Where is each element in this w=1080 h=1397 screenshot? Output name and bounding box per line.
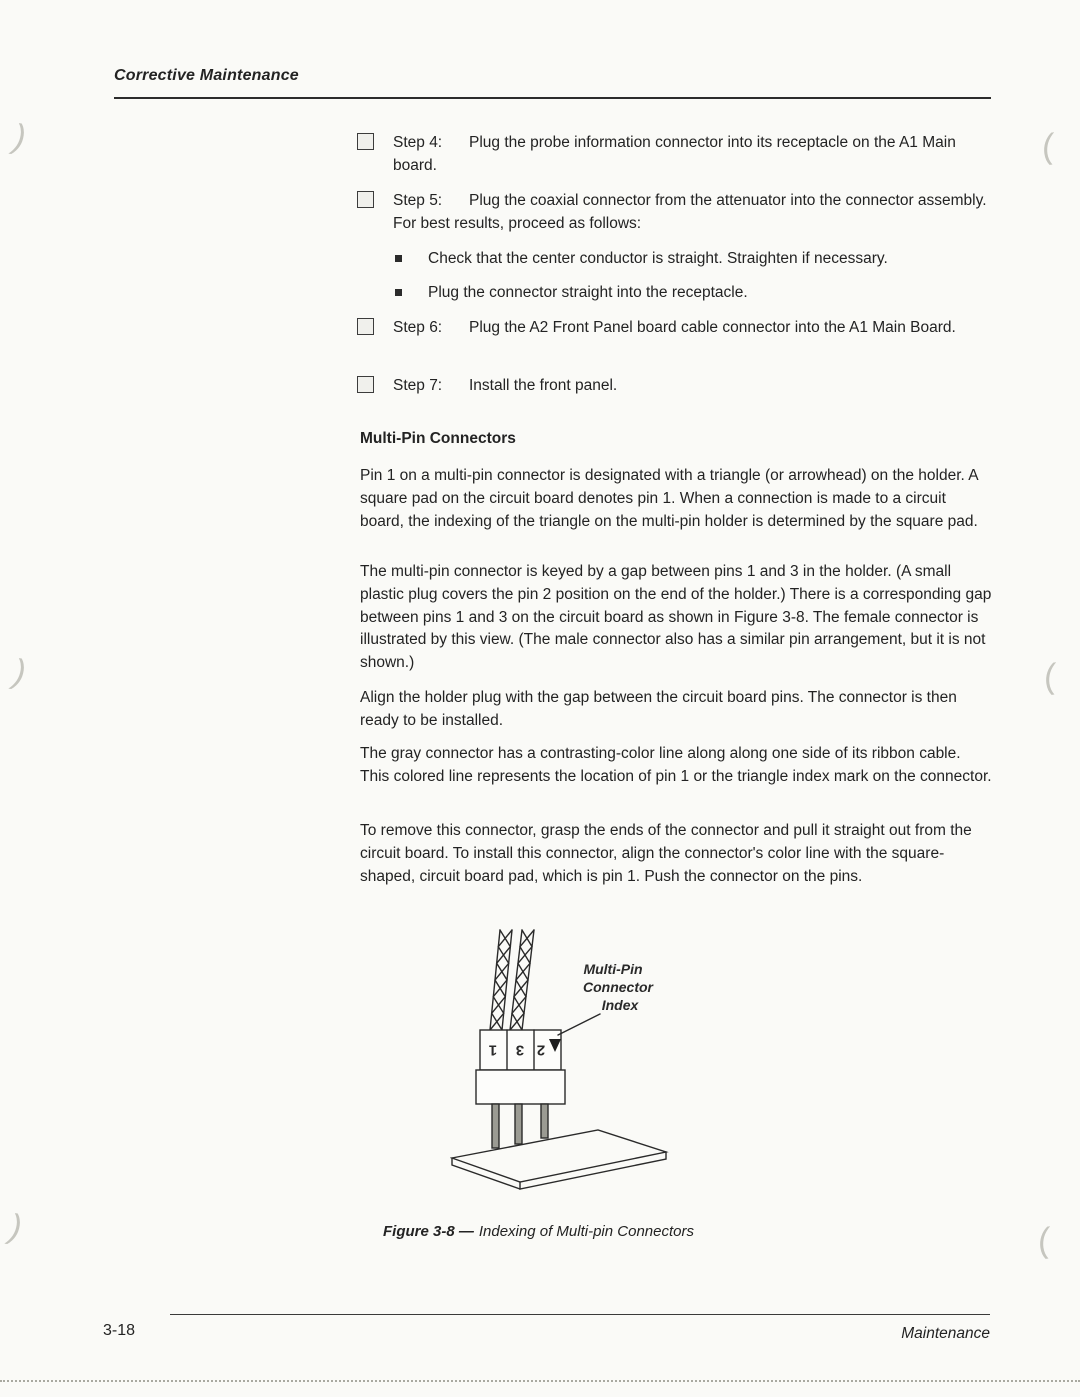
step-text: Plug the probe information connector into its receptacle on the A1 Main board. (393, 134, 956, 174)
step-item (357, 374, 991, 397)
scan-edge-dots (0, 1380, 1080, 1382)
section-heading: Multi-Pin Connectors (360, 430, 516, 447)
step-checkbox (357, 133, 374, 150)
step-item (357, 131, 991, 177)
pin-number: 1 (488, 1041, 498, 1059)
page-number: 3-18 (103, 1322, 136, 1339)
pin-number: 2 (536, 1041, 546, 1059)
paragraph: The multi-pin connector is keyed by a gap between pins 1 and 3 in the holder. (A small plastic plug covers the pin 2 position on the end of the holder.) There is a corresponding gap between pins 1 and 3 on the circuit board as shown in Figure 3-8. The female connector is illustrated by this view. (The male connector also has a similar pin arrangement, but it is not shown.) (360, 563, 992, 672)
scan-artifact: ( (1039, 127, 1056, 167)
figure-label-line: Index (601, 997, 639, 1013)
step-text: Install the front panel. (469, 377, 618, 394)
connector-illustration (450, 928, 730, 1228)
figure-label-line: Connector (583, 979, 653, 995)
circuit-board (452, 1130, 666, 1189)
figure-caption (383, 1223, 694, 1240)
figure-multi-pin-connector (450, 928, 730, 1228)
scan-artifact: ( (1041, 657, 1058, 697)
footer-section-label: Maintenance (901, 1325, 990, 1342)
figure-label-line: Multi-Pin (583, 961, 643, 977)
connector-body (476, 1070, 565, 1104)
bullet-text: Check that the center conductor is straight. Straighten if necessary. (428, 250, 888, 267)
step-label: Step 7: (393, 377, 443, 394)
step-text: Plug the coaxial connector from the attenuator into the connector assembly. For best results, proceed as follows: (393, 192, 987, 232)
step-label: Step 4: (393, 134, 443, 151)
step-text: Plug the A2 Front Panel board cable connector into the A1 Main Board. (469, 319, 956, 336)
figure-caption-number: Figure 3-8 — (383, 1223, 474, 1240)
step-checkbox (357, 318, 374, 335)
paragraph: To remove this connector, grasp the ends of the connector and pull it straight out from the circuit board. To install this connector, align the connector's color line with the square-shaped, circuit board pad, which is pin 1. Push the connector on the pins. (360, 822, 972, 885)
step-label: Step 6: (393, 319, 443, 336)
scan-artifact: ( (1035, 1221, 1052, 1261)
square-bullet-icon (395, 255, 402, 262)
connector-holder (476, 1030, 565, 1104)
paragraph: The gray connector has a contrasting-color line along along one side of its ribbon cable. This colored line represents the location of pin 1 or the triangle index mark on the connector. (360, 745, 992, 785)
footer-rule (170, 1314, 990, 1315)
square-bullet-icon (395, 289, 402, 296)
step-item (357, 189, 991, 235)
scan-artifact: ) (11, 117, 28, 157)
paragraph: Pin 1 on a multi-pin connector is designated with a triangle (or arrowhead) on the holder. A square pad on the circuit board denotes pin 1. When a connection is made to a circuit board, the indexing of the triangle on the multi-pin holder is determined by the square pad. (360, 467, 978, 530)
step-item (357, 316, 991, 339)
pin-number: 3 (515, 1041, 525, 1059)
step-checkbox (357, 376, 374, 393)
list-item (395, 281, 991, 304)
paragraph: Align the holder plug with the gap between the circuit board pins. The connector is then ready to be installed. (360, 689, 957, 729)
scan-artifact: ) (7, 1207, 24, 1247)
figure-callout (558, 961, 655, 1035)
page-header-title: Corrective Maintenance (114, 67, 299, 84)
bullet-text: Plug the connector straight into the receptacle. (428, 284, 748, 301)
list-item (395, 247, 991, 270)
twisted-wires (490, 930, 534, 1030)
header-rule (114, 97, 991, 99)
step-checkbox (357, 191, 374, 208)
scan-artifact: ) (11, 652, 28, 692)
step-label: Step 5: (393, 192, 443, 209)
figure-caption-text: Indexing of Multi-pin Connectors (478, 1223, 694, 1240)
